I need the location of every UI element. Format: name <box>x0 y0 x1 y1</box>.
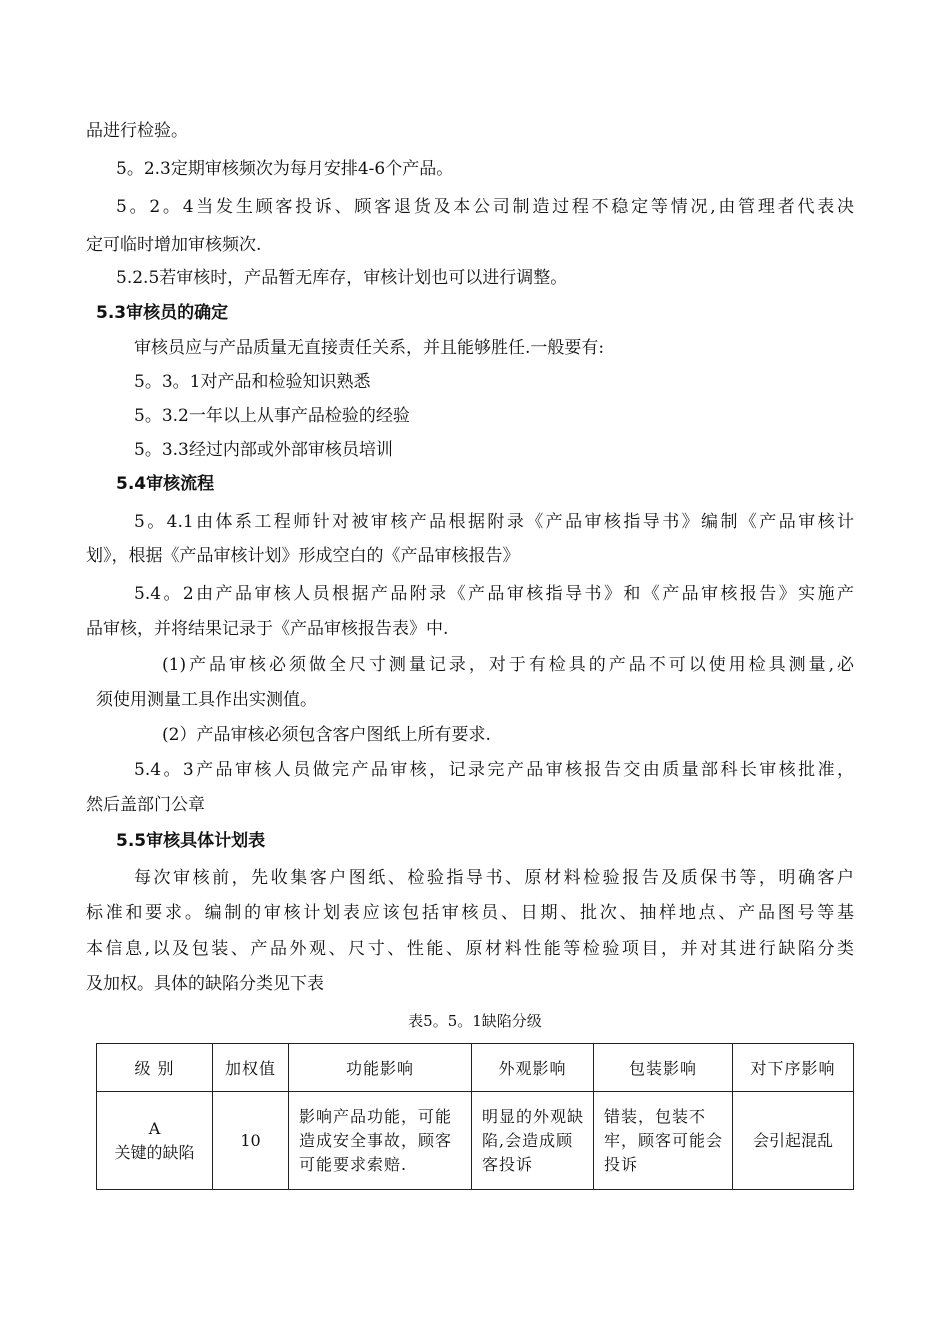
body-line: 及加权。具体的缺陷分类见下表 <box>86 974 324 994</box>
body-line: 定可临时增加审核频次. <box>86 235 262 255</box>
body-line: 5。3.2一年以上从事产品检验的经验 <box>134 406 410 426</box>
body-line: 5.2.5若审核时，产品暂无库存，审核计划也可以进行调整。 <box>116 268 568 288</box>
header-appearance-impact: 外观影响 <box>472 1044 594 1092</box>
level-code: A <box>148 1118 161 1138</box>
body-line: 品进行检验。 <box>86 121 188 141</box>
level-name: 关键的缺陷 <box>114 1142 195 1162</box>
body-line: 每次审核前，先收集客户图纸、检验指导书、原材料检验报告及质保书等，明确客户 <box>134 868 854 888</box>
table-header-row <box>97 1044 854 1092</box>
body-line: 划》，根据《产品审核计划》形成空白的《产品审核报告》 <box>86 546 520 566</box>
header-downstream-impact: 对下序影响 <box>733 1044 854 1092</box>
body-line: 审核员应与产品质量无直接责任关系，并且能够胜任.一般要有: <box>134 338 605 358</box>
body-line: 本信息,以及包装、产品外观、尺寸、性能、原材料性能等检验项目，并对其进行缺陷分类 <box>86 939 854 959</box>
table-caption: 表5。5。1缺陷分级 <box>408 1012 542 1030</box>
body-line: 标准和要求。编制的审核计划表应该包括审核员、日期、批次、抽样地点、产品图号等基 <box>86 903 854 923</box>
header-packaging-impact: 包装影响 <box>594 1044 733 1092</box>
body-line: (2）产品审核必须包含客户图纸上所有要求. <box>162 725 491 745</box>
body-line: 5.4。3产品审核人员做完产品审核，记录完产品审核报告交由质量部科长审核批准， <box>134 760 854 780</box>
section-heading: 5.4审核流程 <box>116 474 215 494</box>
header-function-impact: 功能影响 <box>289 1044 472 1092</box>
header-level: 级 别 <box>97 1044 213 1092</box>
section-heading: 5.3审核员的确定 <box>96 303 229 323</box>
body-line: 品审核，并将结果记录于《产品审核报告表》中. <box>86 619 449 639</box>
body-line: 5。2.3定期审核频次为每月安排4-6个产品。 <box>116 159 454 179</box>
body-line: 须使用测量工具作出实测值。 <box>96 690 317 710</box>
table-row <box>97 1092 854 1190</box>
cell-packaging-impact: 错装，包装不牢，顾客可能会投诉 <box>594 1092 733 1190</box>
defect-classification-table <box>96 1043 854 1190</box>
cell-appearance-impact: 明显的外观缺陷,会造成顾客投诉 <box>472 1092 594 1190</box>
section-heading: 5.5审核具体计划表 <box>116 831 266 851</box>
body-line: 5。3.3经过内部或外部审核员培训 <box>134 440 393 460</box>
body-line: (1)产品审核必须做全尺寸测量记录，对于有检具的产品不可以使用检具测量,必 <box>162 655 854 675</box>
body-line: 5。4.1由体系工程师针对被审核产品根据附录《产品审核指导书》编制《产品审核计 <box>134 512 854 532</box>
header-weight: 加权值 <box>213 1044 289 1092</box>
body-line: 5。2。4当发生顾客投诉、顾客退货及本公司制造过程不稳定等情况,由管理者代表决 <box>116 197 854 217</box>
cell-weight: 10 <box>213 1092 289 1190</box>
body-line: 5。3。1对产品和检验知识熟悉 <box>134 372 371 392</box>
cell-level <box>97 1092 213 1190</box>
cell-function-impact: 影响产品功能，可能造成安全事故，顾客可能要求索赔. <box>289 1092 472 1190</box>
body-line: 5.4。2由产品审核人员根据产品附录《产品审核指导书》和《产品审核报告》实施产 <box>134 584 854 604</box>
cell-downstream-impact: 会引起混乱 <box>733 1092 854 1190</box>
body-line: 然后盖部门公章 <box>86 795 205 815</box>
